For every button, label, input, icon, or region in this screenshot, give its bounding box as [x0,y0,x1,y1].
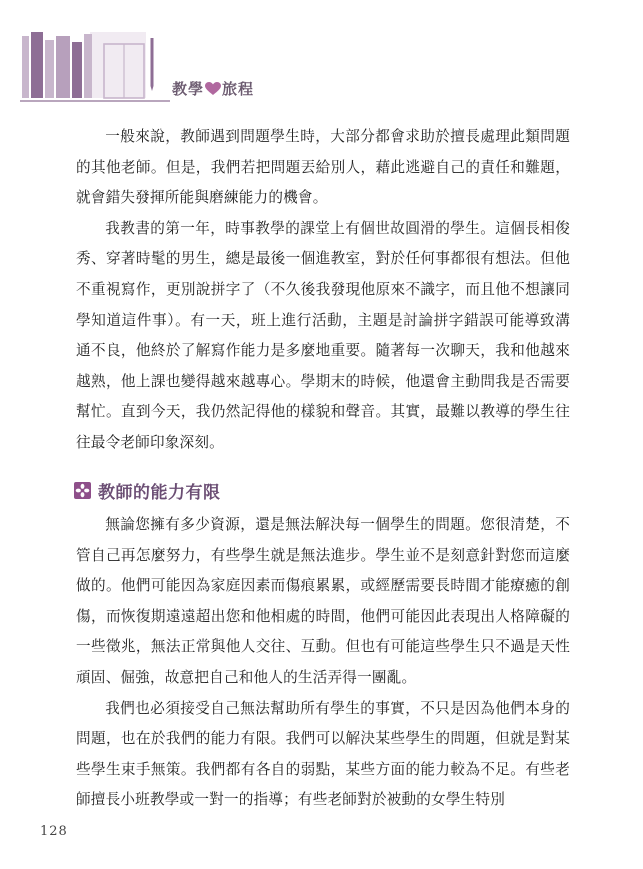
header-title-right: 旅程 [222,80,255,98]
heart-icon [205,82,221,96]
header-title-left: 教學 [172,80,205,98]
book-2 [31,32,43,98]
body-text-bottom [76,510,570,816]
page-number: 128 [40,824,68,839]
book-5 [72,42,82,98]
paragraph-3: 無論您擁有多少資源，還是無法解決每一個學生的問題。您很清楚，不管自己再怎麼努力，有些學生就是無法進步。學生並不是刻意針對您而這麼做的。他們可能因為家庭因素而傷痕累累，或經歷需要長時間才能療癒的創傷，而恢復期遠遠超出您和他相處的時間，他們可能因此表現出人格障礙的一些徵兆，無法正常與他人交往、互動。但也有可能這些學生只不過是天性頑固、倔強，故意把自己和他人的生活弄得一團亂。 [76,516,570,686]
header-backdrop [90,32,146,98]
paragraph-2: 我教書的第一年，時事教學的課堂上有個世故圓滑的學生。這個長相俊秀、穿著時髦的男生，總是最後一個進教室，對於任何事都很有想法。但他不重視寫作，更別說拼字了（不久後我發現他原來不識字，而且他不想讓同學知道這件事）。有一天，班上進行活動，主題是討論拼字錯誤可能導致溝通不良，他終於了解寫作能力是多麼地重要。隨著每一次聊天，我和他越來越熟，他上課也變得越來越專心。學期末的時候，他還會主動問我是否需要幫忙。直到今天，我仍然記得他的樣貌和聲音。其實，最難以教導的學生往往最令老師印象深刻。 [76,219,570,451]
paragraph-1: 一般來說，教師遇到問題學生時，大部分都會求助於擅長處理此類問題的其他老師。但是，我們若把問題丟給別人，藉此逃避自己的責任和難題，就會錯失發揮所能與磨練能力的機會。 [76,128,570,207]
section-heading-text: 教師的能力有限 [98,483,221,503]
header-rule [20,100,170,102]
book-1 [22,36,29,98]
book-6 [84,34,92,98]
page-header [0,0,643,110]
book-4 [56,36,70,98]
books-illustration [20,30,170,100]
flower-icon [74,482,91,499]
header-title [172,78,254,99]
section-heading [74,478,221,503]
pencil-tip [151,86,154,91]
paragraph-4: 我們也必須接受自己無法幫助所有學生的事實，不只是因為他們本身的問題，也在於我們的能力有限。我們可以解決某些學生的問題，但就是對某些學生束手無策。我們都有各自的弱點，某些方面的能力較為不足。有些老師擅長小班教學或一對一的指導；有些老師對於被動的女學生特別 [76,699,570,809]
book-3 [45,40,54,98]
body-text-top [76,122,570,459]
